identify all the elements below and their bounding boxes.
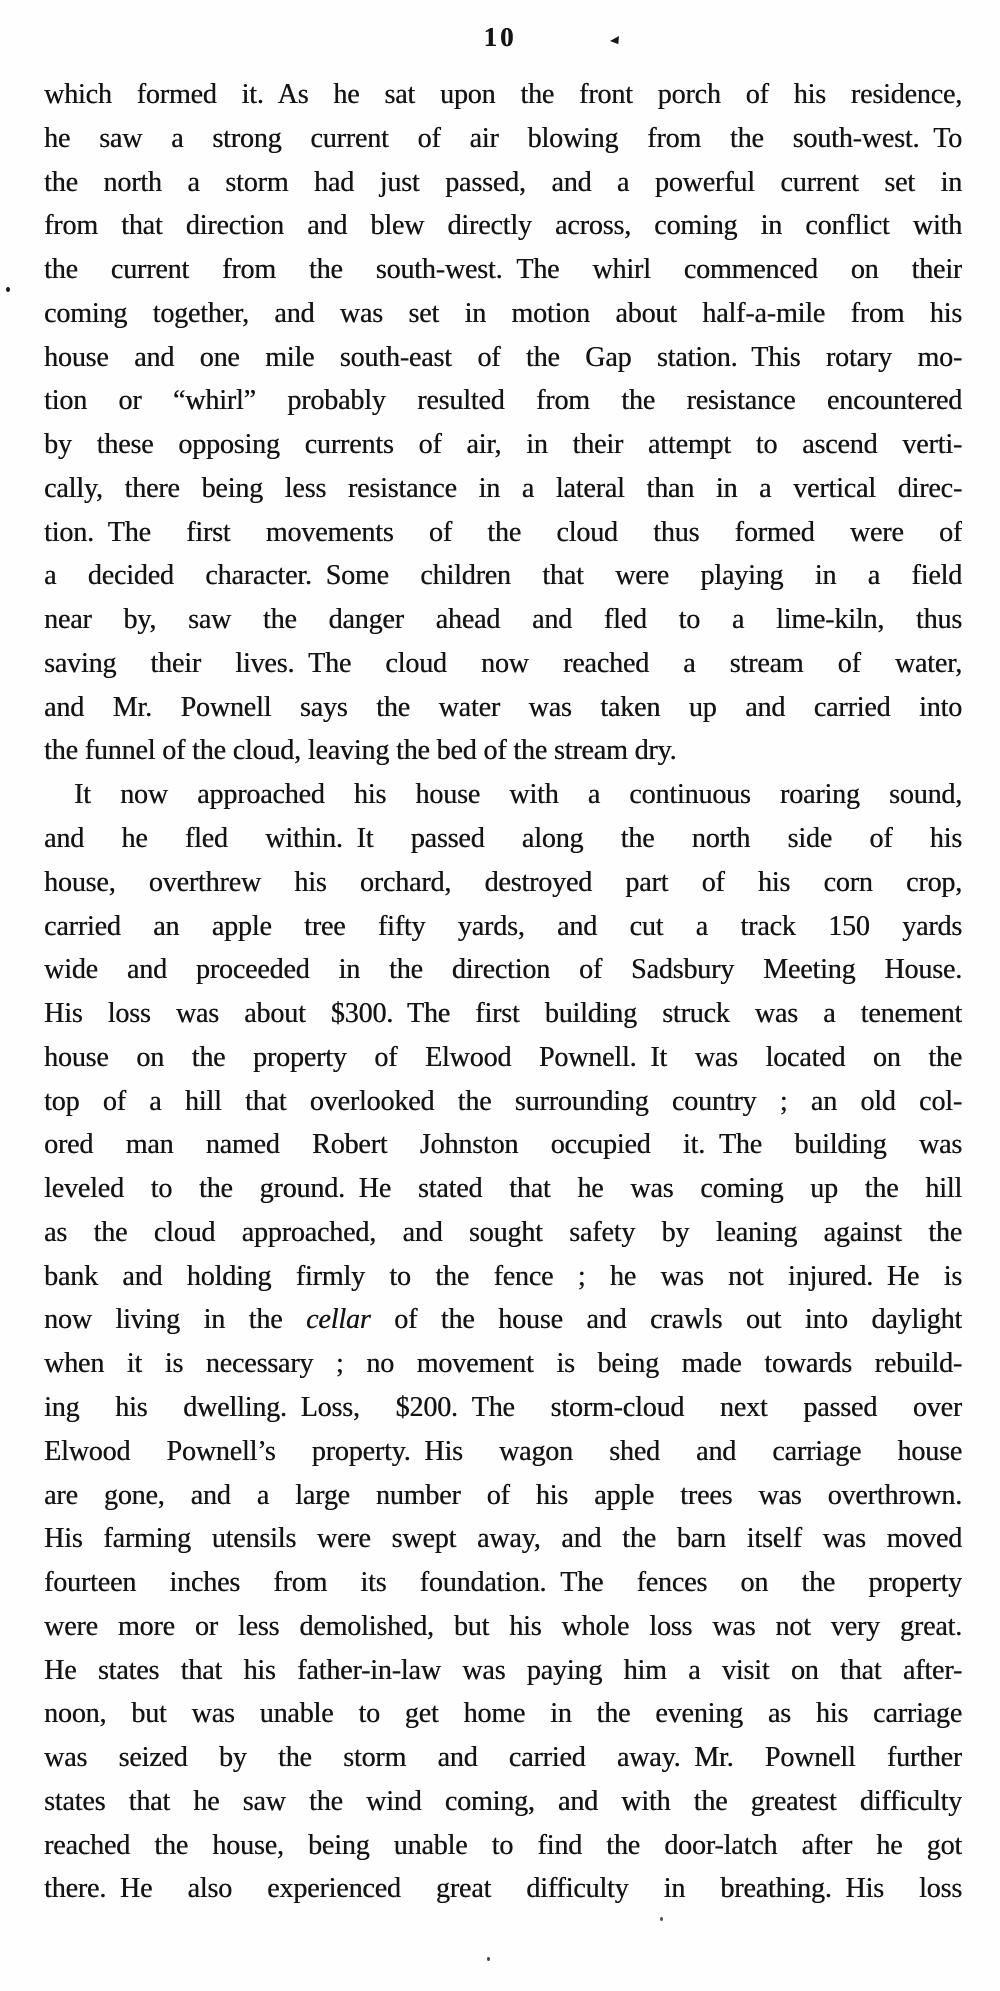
text-line: He states that his father-in-law was paying him a visit on that after- (44, 1654, 962, 1686)
ink-speck (660, 1917, 663, 1921)
text-line: was seized by the storm and carried away. Mr. Pownell further (44, 1742, 962, 1774)
text-line: bank and holding firmly to the fence ; he was not injured. He is (44, 1260, 962, 1292)
text-line: when it is necessary ; no movement is being made towards rebuild- (44, 1348, 962, 1380)
text-line: tion or “whirl” probably resulted from the resistance encountered (44, 385, 962, 417)
text-line: tion. The first movements of the cloud thus formed were of (44, 516, 962, 548)
text-line: carried an apple tree fifty yards, and cut a track 150 yards (44, 910, 962, 942)
paragraph (44, 73, 962, 773)
paragraph (44, 773, 962, 1911)
text-line: fourteen inches from its foundation. The fences on the property (44, 1567, 962, 1599)
text-line: top of a hill that overlooked the surrounding country ; an old col- (44, 1085, 962, 1117)
text-line: states that he saw the wind coming, and with the greatest difficulty (44, 1785, 962, 1817)
text-line: the north a storm had just passed, and a powerful current set in (44, 166, 962, 198)
text-line: a decided character. Some children that were playing in a field (44, 560, 962, 592)
text-line: house, overthrew his orchard, destroyed part of his corn crop, (44, 866, 962, 898)
text-line: reached the house, being unable to find the door-latch after he got (44, 1829, 962, 1861)
text-line: and he fled within. It passed along the north side of his (44, 823, 962, 855)
text-line: he saw a strong current of air blowing from the south-west. To (44, 122, 962, 154)
text-line: house on the property of Elwood Pownell. It was located on the (44, 1041, 962, 1073)
text-line: Elwood Pownell’s property. His wagon shed and carriage house (44, 1435, 962, 1467)
text-line: the funnel of the cloud, leaving the bed of the stream dry. (44, 735, 677, 767)
text-line: and Mr. Pownell says the water was taken up and carried into (44, 691, 962, 723)
text-line: were more or less demolished, but his whole loss was not very great. (44, 1610, 962, 1642)
text-line: house and one mile south-east of the Gap station. This rotary mo- (44, 341, 962, 373)
text-line: as the cloud approached, and sought safety by leaning against the (44, 1216, 962, 1248)
text-line: noon, but was unable to get home in the evening as his carriage (44, 1698, 962, 1730)
text-line: saving their lives. The cloud now reached a stream of water, (44, 647, 962, 679)
text-line: there. He also experienced great difficulty in breathing. His loss (44, 1873, 962, 1905)
text-line: cally, there being less resistance in a lateral than in a vertical direc- (44, 472, 962, 504)
text-line: which formed it. As he sat upon the front porch of his residence, (44, 79, 962, 110)
text-line: His loss was about $300. The first building struck was a tenement (44, 998, 962, 1030)
page-number: 10 (483, 22, 517, 52)
text-line: coming together, and was set in motion about half-a-mile from his (44, 297, 962, 329)
text-line: are gone, and a large number of his apple trees was overthrown. (44, 1479, 962, 1511)
ink-speck (487, 1957, 490, 1961)
text-line: the current from the south-west. The whirl commenced on their (44, 254, 962, 286)
text-line: It now approached his house with a continuous roaring sound, (74, 779, 962, 811)
body-text (44, 73, 962, 1911)
text-line: near by, saw the danger ahead and fled to a lime-kiln, thus (44, 604, 962, 636)
text-line: now living in the cellar of the house and crawls out into daylight (44, 1304, 962, 1336)
ink-speck (6, 287, 10, 292)
text-line: His farming utensils were swept away, and the barn itself was moved (44, 1523, 962, 1555)
text-line: ing his dwelling. Loss, $200. The storm-cloud next passed over (44, 1391, 962, 1423)
text-line: wide and proceeded in the direction of Sadsbury Meeting House. (44, 954, 962, 986)
text-line: ored man named Robert Johnston occupied it. The building was (44, 1129, 962, 1161)
text-line: leveled to the ground. He stated that he was coming up the hill (44, 1173, 962, 1205)
text-line: from that direction and blew directly across, coming in conflict with (44, 210, 962, 242)
text-line: by these opposing currents of air, in their attempt to ascend verti- (44, 429, 962, 461)
